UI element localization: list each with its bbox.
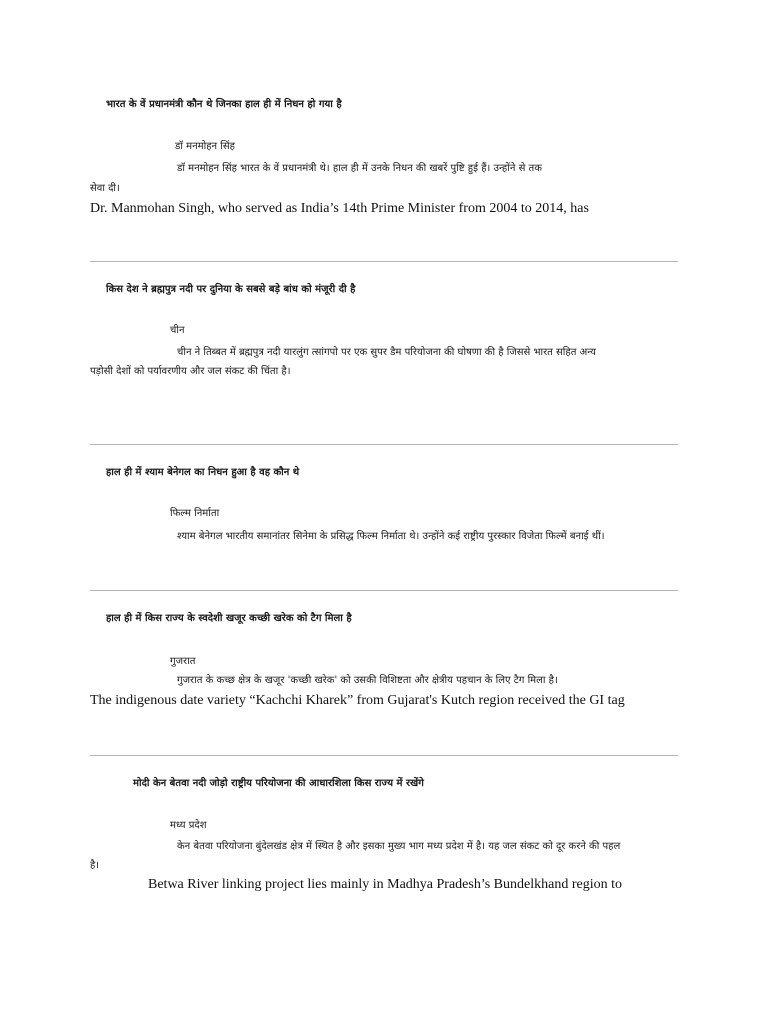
- explanation-5-line2: है।: [90, 860, 100, 871]
- explanation-1-line1: डॉ मनमोहन सिंह भारत के वें प्रधानमंत्री थे। हाल ही में उनके निधन की खबरें पुष्टि हुई हैं। उन्होंने से तक: [177, 163, 542, 174]
- question-4: हाल ही में किस राज्य के स्वदेशी खजूर कच्छी खरेक को टैग मिला है: [106, 613, 352, 624]
- english-line-1: Dr. Manmohan Singh, who served as India’s 14th Prime Minister from 2004 to 2014, has: [90, 201, 589, 216]
- divider-4: [90, 755, 678, 756]
- answer-4: गुजरात: [170, 656, 196, 667]
- answer-3: फिल्म निर्माता: [170, 508, 220, 519]
- divider-1: [90, 261, 678, 262]
- answer-2: चीन: [170, 325, 185, 336]
- explanation-4-line1: गुजरात के कच्छ क्षेत्र के खजूर 'कच्छी खरेक' को उसकी विशिष्टता और क्षेत्रीय पहचान के लिए टैग मिला है।: [177, 675, 558, 686]
- explanation-2-line1: चीन ने तिब्बत में ब्रह्मपुत्र नदी यारलुंग त्सांगपो पर एक सुपर डैम परियोजना की घोषणा की है जिससे भारत सहित अन्य: [177, 347, 596, 358]
- question-2: किस देश ने ब्रह्मपुत्र नदी पर दुनिया के सबसे बड़े बांध को मंजूरी दी है: [106, 284, 356, 295]
- english-line-5: Betwa River linking project lies mainly in Madhya Pradesh’s Bundelkhand region to: [148, 877, 622, 892]
- question-5: मोदी केन बेतवा नदी जोड़ो राष्ट्रीय परियोजना की आधारशिला किस राज्य में रखेंगे: [133, 778, 424, 789]
- explanation-5-line1: केन बेतवा परियोजना बुंदेलखंड क्षेत्र में स्थित है और इसका मुख्य भाग मध्य प्रदेश में है। यह जल संकट को दूर करने की पहल: [177, 841, 621, 852]
- divider-3: [90, 590, 678, 591]
- question-3: हाल ही में श्याम बेनेगल का निधन हुआ है वह कौन थे: [106, 467, 300, 478]
- english-line-4: The indigenous date variety “Kachchi Kharek” from Gujarat's Kutch region received the GI tag: [90, 693, 625, 708]
- divider-2: [90, 444, 678, 445]
- question-1: भारत के वें प्रधानमंत्री कौन थे जिनका हाल ही में निधन हो गया है: [106, 99, 342, 110]
- explanation-1-line2: सेवा दी।: [90, 183, 120, 194]
- explanation-2-line2: पड़ोसी देशों को पर्यावरणीय और जल संकट की चिंता है।: [90, 366, 291, 377]
- answer-1: डॉ मनमोहन सिंह: [175, 141, 235, 152]
- explanation-3-line1: श्याम बेनेगल भारतीय समानांतर सिनेमा के प्रसिद्ध फिल्म निर्माता थे। उन्होंने कई राष्ट्रीय पुरस्कार विजेता फिल्में बनाई थीं।: [177, 531, 605, 542]
- answer-5: मध्य प्रदेश: [170, 820, 207, 831]
